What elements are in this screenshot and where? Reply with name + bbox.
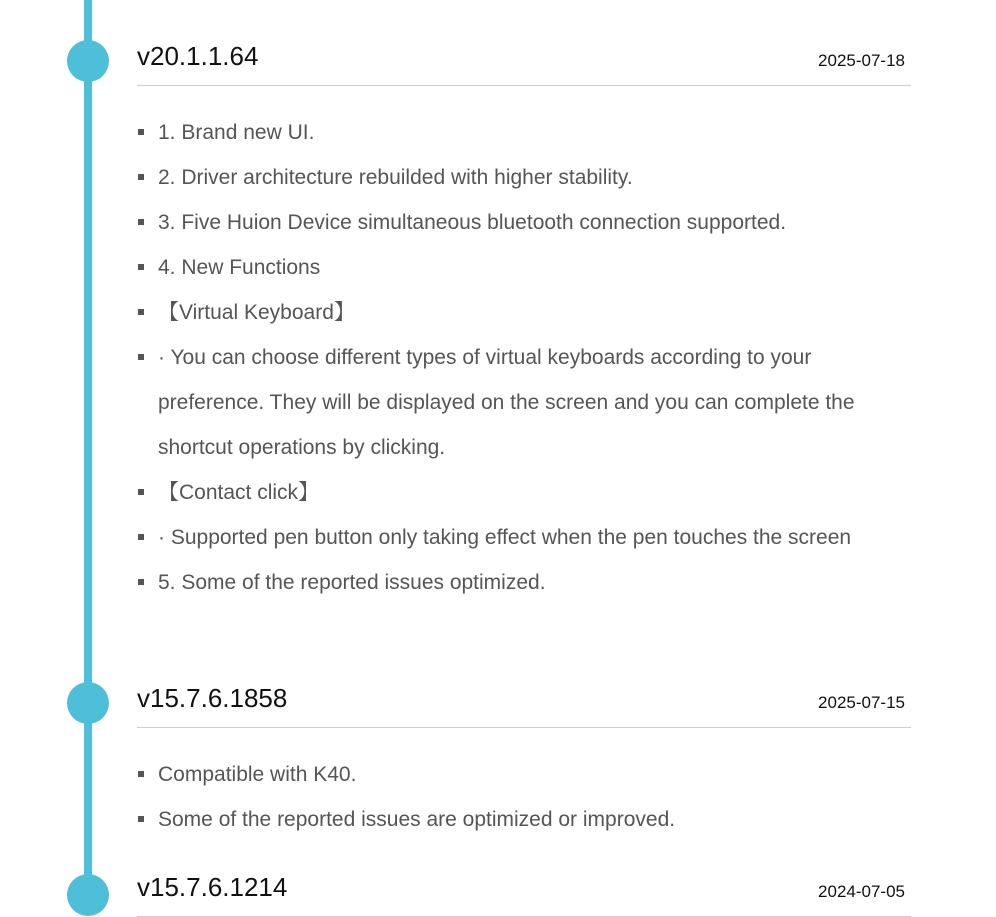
release-entry bbox=[137, 681, 911, 842]
version-title: v15.7.6.1858 bbox=[137, 683, 288, 713]
version-title: v15.7.6.1214 bbox=[137, 872, 288, 902]
release-notes bbox=[137, 110, 911, 605]
timeline-line bbox=[84, 0, 92, 895]
version-title: v20.1.1.64 bbox=[137, 41, 259, 71]
release-note: Compatible with K40. bbox=[137, 752, 911, 797]
release-date: 2024-07-05 bbox=[818, 882, 905, 901]
release-entry bbox=[137, 870, 911, 917]
release-header bbox=[137, 681, 911, 728]
release-note: 1. Brand new UI. bbox=[137, 110, 911, 155]
release-notes bbox=[137, 752, 911, 842]
release-note: 5. Some of the reported issues optimized. bbox=[137, 560, 911, 605]
release-note: 4. New Functions bbox=[137, 245, 911, 290]
timeline-dot bbox=[67, 874, 109, 916]
release-note: 【Virtual Keyboard】 bbox=[137, 290, 911, 335]
release-entry bbox=[137, 39, 911, 605]
release-note: 3. Five Huion Device simultaneous bluetooth connection supported. bbox=[137, 200, 911, 245]
release-note: · Supported pen button only taking effect when the pen touches the screen bbox=[137, 515, 911, 560]
release-header bbox=[137, 870, 911, 917]
release-note: 2. Driver architecture rebuilded with higher stability. bbox=[137, 155, 911, 200]
timeline-dot bbox=[67, 682, 109, 724]
release-header bbox=[137, 39, 911, 86]
release-note: Some of the reported issues are optimized or improved. bbox=[137, 797, 911, 842]
timeline-dot bbox=[67, 40, 109, 82]
release-date: 2025-07-15 bbox=[818, 693, 905, 712]
release-date: 2025-07-18 bbox=[818, 51, 905, 70]
release-note: 【Contact click】 bbox=[137, 470, 911, 515]
release-note: · You can choose different types of virtual keyboards according to your preference. They will be displayed on the screen and you can complete the shortcut operations by clicking. bbox=[137, 335, 911, 470]
